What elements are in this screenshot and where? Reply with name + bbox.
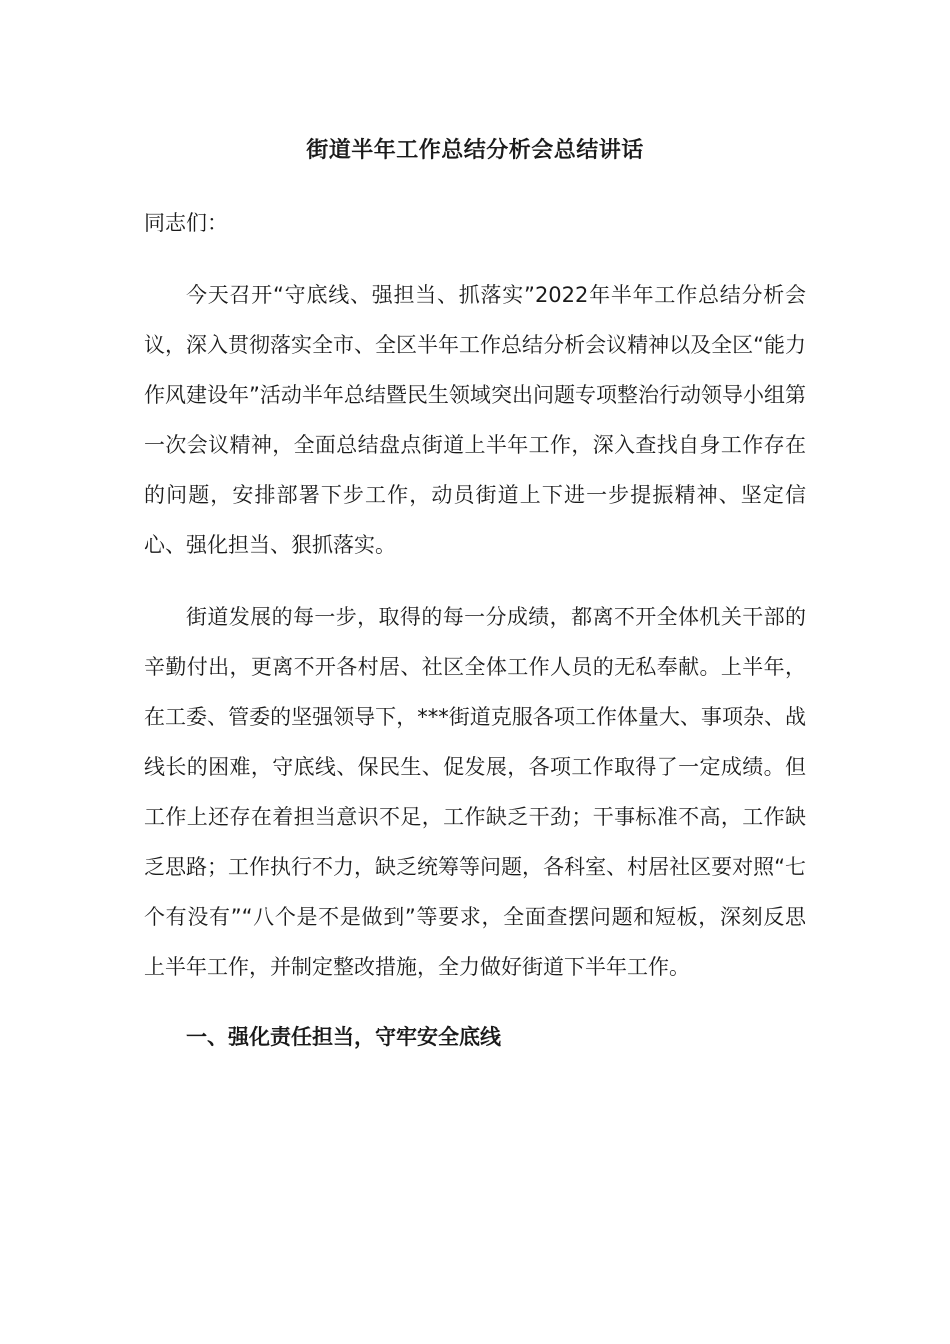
section-heading: 一、强化责任担当，守牢安全底线 xyxy=(186,1025,501,1049)
document-body xyxy=(144,128,806,1062)
paragraph-opening: 今天召开“守底线、强担当、抓落实”2022年半年工作总结分析会议，深入贯彻落实全市、全区半年工作总结分析会议精神以及全区“能力作风建设年”活动半年总结暨民生领域突出问题专项整治行动领导小组第一次会议精神，全面总结盘点街道上半年工作，深入查找自身工作存在的问题，安排部署下步工作，动员街道上下进一步提振精神、坚定信心、强化担当、狠抓落实。 xyxy=(144,283,806,557)
document-title: 街道半年工作总结分析会总结讲话 xyxy=(306,138,644,163)
paragraph-achievements: 街道发展的每一步，取得的每一分成绩，都离不开全体机关干部的辛勤付出，更离不开各村居、社区全体工作人员的无私奉献。上半年，在工委、管委的坚强领导下，***街道克服各项工作体量大、事项杂、战线长的困难，守底线、保民生、促发展，各项工作取得了一定成绩。但工作上还存在着担当意识不足，工作缺乏干劲；干事标准不高，工作缺乏思路；工作执行不力，缺乏统筹等问题，各科室、村居社区要对照“七个有没有”“八个是不是做到”等要求，全面查摆问题和短板，深刻反思上半年工作，并制定整改措施，全力做好街道下半年工作。 xyxy=(144,605,806,979)
salutation: 同志们： xyxy=(144,211,228,235)
